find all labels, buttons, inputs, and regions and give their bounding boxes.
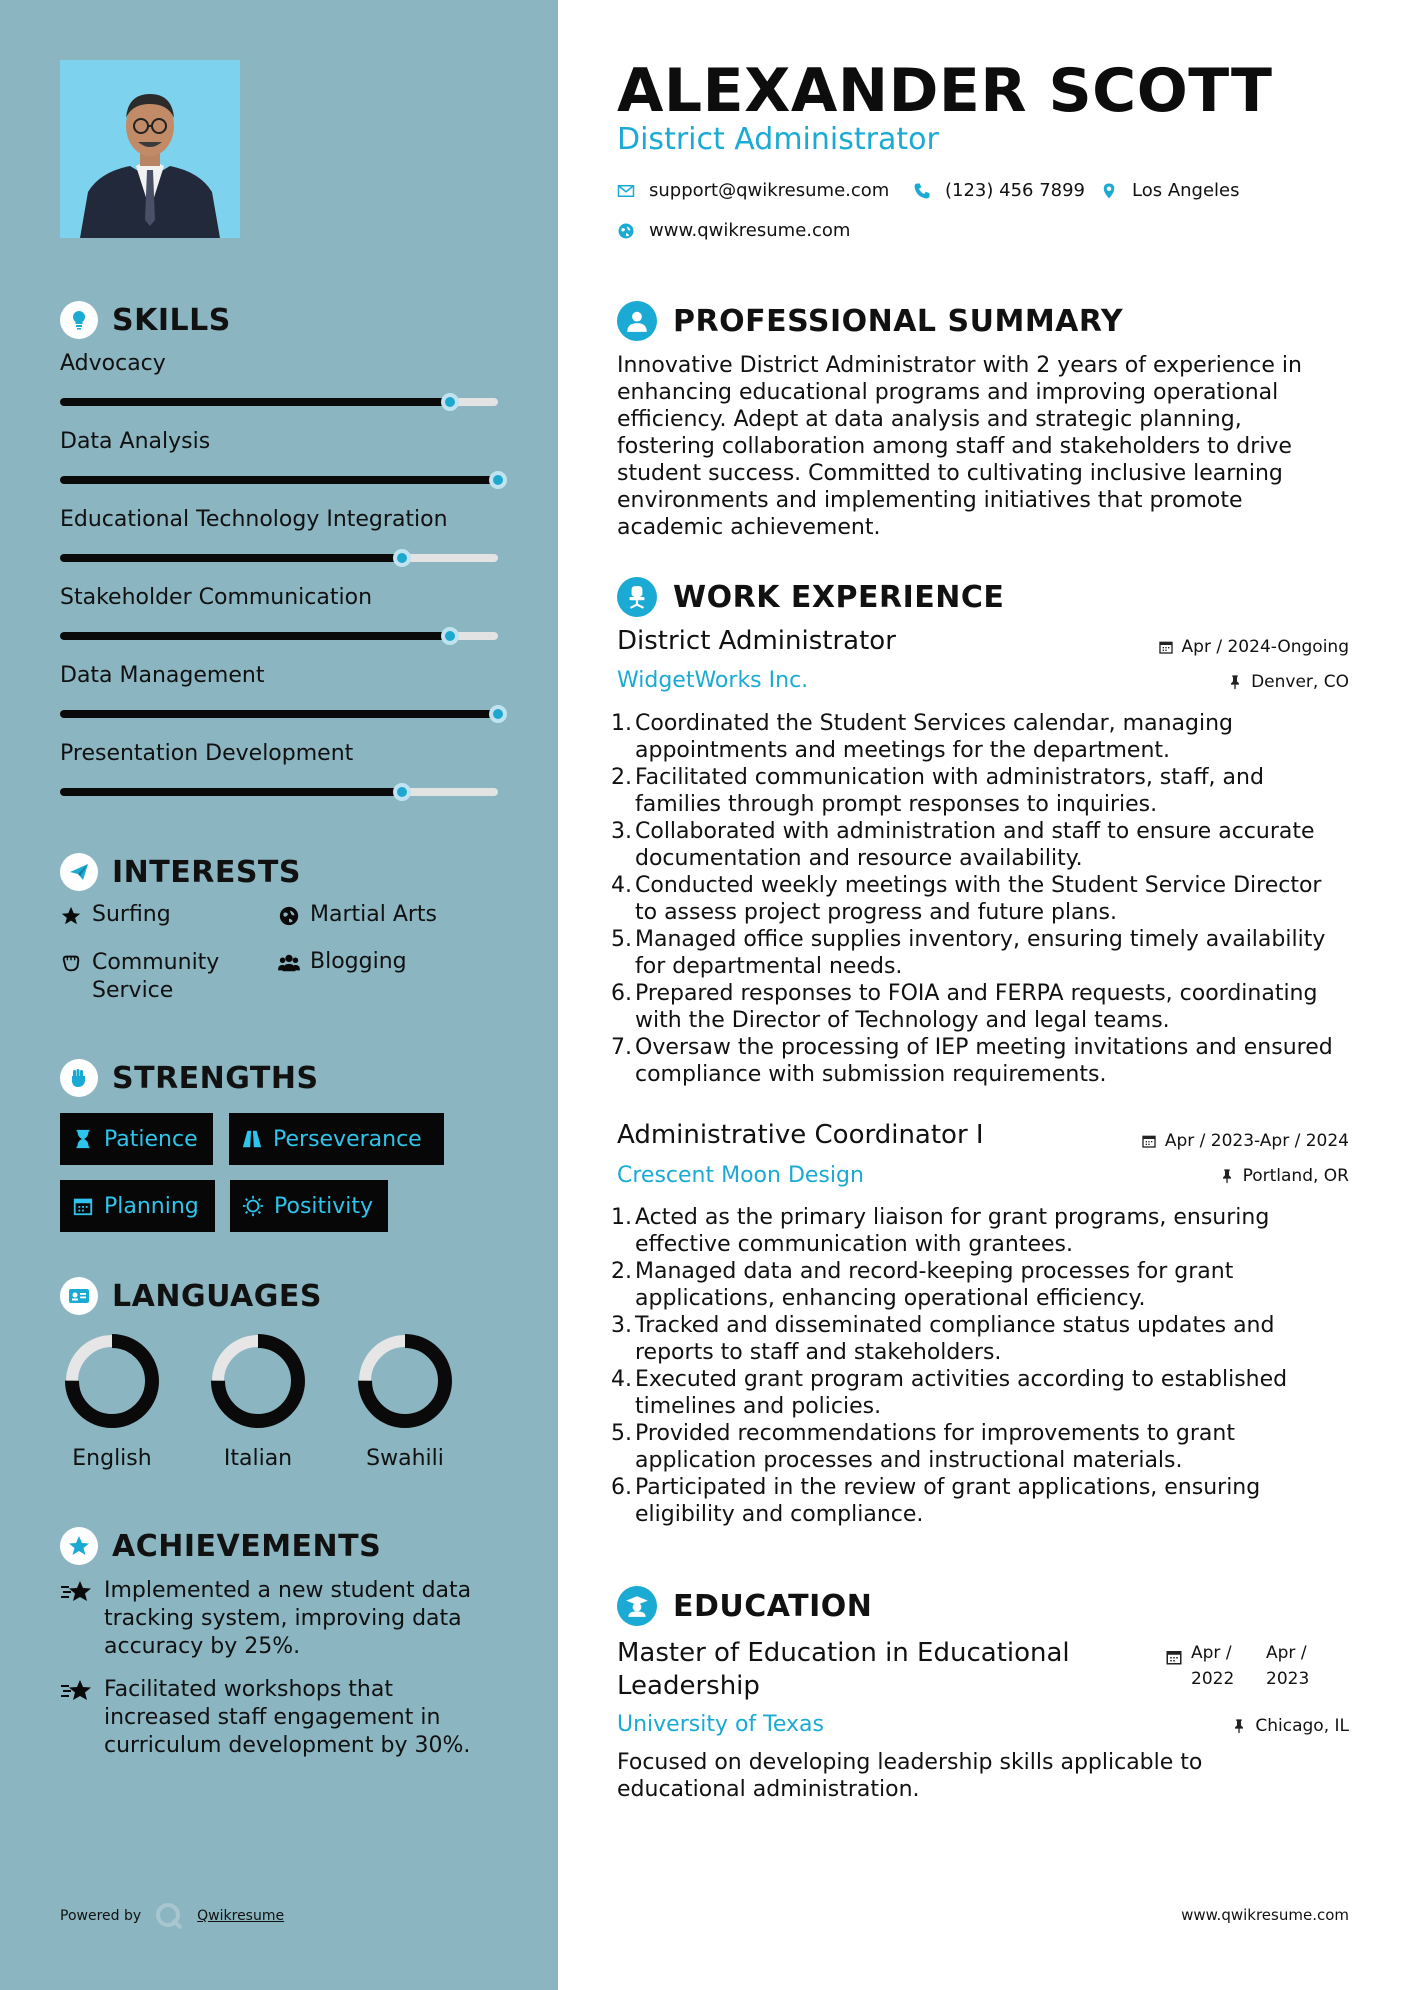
website-text[interactable]: www.qwikresume.com	[649, 220, 851, 241]
bullet-number: 1.	[611, 1205, 632, 1230]
skill-name: Presentation Development	[60, 741, 354, 766]
strength-badge	[230, 1180, 388, 1232]
job-location-text: Portland, OR	[1242, 1166, 1349, 1186]
bullet-text: Managed office supplies inventory, ensuring timely availability for departmental needs.	[635, 927, 1326, 979]
job-location	[1227, 672, 1349, 692]
education-heading	[617, 1586, 872, 1626]
education-end: Apr / 2023	[1266, 1643, 1310, 1689]
skill-bar-knob	[393, 783, 411, 801]
pushpin-icon	[1227, 674, 1243, 690]
envelope-icon	[617, 182, 635, 200]
skills-title: SKILLS	[112, 302, 231, 338]
bullet-number: 4.	[611, 873, 632, 898]
skill-bar-knob	[441, 393, 459, 411]
fist-icon	[60, 1059, 98, 1097]
skill-bar-fill	[60, 476, 498, 484]
powered-by-label: Powered by	[60, 1908, 142, 1924]
location-contact	[1100, 180, 1240, 201]
office-chair-icon	[617, 577, 657, 617]
strengths-title: STRENGTHS	[112, 1060, 319, 1096]
interest-item	[60, 902, 171, 927]
id-card-icon	[60, 1277, 98, 1315]
job-bullet	[611, 1258, 1346, 1312]
job-company: WidgetWorks Inc.	[617, 668, 809, 693]
interests-heading	[60, 853, 301, 891]
summary-title: PROFESSIONAL SUMMARY	[673, 303, 1124, 339]
language-ring-inner	[373, 1349, 437, 1413]
calendar-icon	[1158, 639, 1174, 655]
education-title: EDUCATION	[673, 1588, 873, 1624]
hand-icon	[60, 952, 82, 974]
bullet-number: 2.	[611, 1259, 632, 1284]
job-company: Crescent Moon Design	[617, 1163, 864, 1188]
interest-item	[60, 949, 240, 1005]
skill-bar-fill	[60, 710, 498, 718]
bullet-text: Acted as the primary liaison for grant programs, ensuring effective communication with grantees.	[635, 1205, 1270, 1257]
achievement-item	[60, 1676, 500, 1760]
bullet-text: Executed grant program activities according to established timelines and policies.	[635, 1367, 1288, 1419]
strength-label: Planning	[104, 1193, 199, 1219]
strength-badge	[60, 1113, 213, 1165]
job-bullet	[611, 1420, 1346, 1474]
hourglass-icon	[72, 1128, 94, 1150]
paper-plane-icon	[60, 853, 98, 891]
job-dates	[1158, 637, 1349, 657]
bullet-number: 5.	[611, 927, 632, 952]
skill-bar-knob	[489, 471, 507, 489]
candidate-role: District Administrator	[617, 122, 939, 157]
job-bullet	[611, 1474, 1346, 1528]
email-text[interactable]: support@qwikresume.com	[649, 180, 890, 201]
job-bullet	[611, 1312, 1346, 1366]
skill-name: Stakeholder Communication	[60, 585, 373, 610]
bullet-text: Tracked and disseminated compliance status updates and reports to staff and stakeholders.	[635, 1313, 1275, 1365]
job-bullets	[611, 710, 1346, 1088]
skill-bar-fill	[60, 398, 450, 406]
skills-heading	[60, 301, 231, 339]
qwikresume-link[interactable]: Qwikresume	[197, 1908, 285, 1924]
sun-icon	[242, 1195, 264, 1217]
profile-photo	[60, 60, 240, 238]
bullet-number: 6.	[611, 1475, 632, 1500]
bullet-number: 2.	[611, 765, 632, 790]
interest-label: Martial Arts	[310, 902, 438, 927]
footer-website[interactable]: www.qwikresume.com	[1181, 1906, 1349, 1924]
skill-bar	[60, 554, 498, 562]
website-contact	[617, 220, 850, 241]
qwikresume-logo-icon	[155, 1902, 183, 1930]
languages-title: LANGUAGES	[112, 1278, 322, 1314]
bullet-number: 3.	[611, 819, 632, 844]
interests-title: INTERESTS	[112, 854, 301, 890]
pushpin-icon	[1219, 1168, 1235, 1184]
calendar-icon	[1141, 1133, 1157, 1149]
candidate-name: ALEXANDER SCOTT	[617, 56, 1273, 126]
degree-title: Master of Education in Educational Leadership	[617, 1638, 1070, 1701]
pushpin-icon	[1231, 1718, 1247, 1734]
user-icon	[617, 301, 657, 341]
shooting-star-icon	[60, 1579, 94, 1605]
language-label: Swahili	[366, 1446, 444, 1471]
job-title: District Administrator	[617, 626, 896, 656]
phone-contact	[913, 180, 1085, 201]
education-text: Focused on developing leadership skills applicable to educational administration.	[617, 1750, 1203, 1802]
bullet-text: Coordinated the Student Services calendar, managing appointments and meetings for the department.	[635, 711, 1233, 763]
bullet-number: 5.	[611, 1421, 632, 1446]
bullet-text: Collaborated with administration and staff to ensure accurate documentation and resource availability.	[635, 819, 1315, 871]
email-contact	[617, 180, 889, 201]
interest-item	[278, 949, 407, 974]
skill-name: Educational Technology Integration	[60, 507, 448, 532]
skill-bar-fill	[60, 554, 402, 562]
achievements-title: ACHIEVEMENTS	[112, 1528, 382, 1564]
job-bullet	[611, 872, 1346, 926]
skill-bar	[60, 710, 498, 718]
bullet-text: Facilitated communication with administrators, staff, and families through prompt responses to inquiries.	[635, 765, 1264, 817]
job-dates-text: Apr / 2024-Ongoing	[1181, 637, 1349, 657]
summary-text: Innovative District Administrator with 2 years of experience in enhancing educational programs and improving operational efficiency. Adept at data analysis and strategic planning, fostering collaboration among staff and stakeholders to drive student success. Committed to cultivating inclusive learning environments and implementing initiatives that promote academic achievement.	[617, 353, 1302, 540]
shooting-star-icon	[60, 1678, 94, 1704]
calendar-icon	[72, 1195, 94, 1217]
job-dates	[1141, 1131, 1349, 1151]
strength-label: Positivity	[274, 1193, 374, 1219]
phone-icon	[913, 182, 931, 200]
language-ring-inner	[226, 1349, 290, 1413]
skill-bar-fill	[60, 632, 450, 640]
star-badge-icon	[60, 1527, 98, 1565]
bullet-text: Conducted weekly meetings with the Student Service Director to assess project progress and future plans.	[635, 873, 1322, 925]
job-location-text: Denver, CO	[1251, 672, 1349, 692]
job-bullet	[611, 818, 1346, 872]
interest-label: Blogging	[310, 949, 407, 974]
summary-heading	[617, 301, 1123, 341]
language-ring	[209, 1332, 307, 1430]
job-bullet	[611, 1204, 1346, 1258]
sidebar	[0, 0, 558, 1990]
language-label: Italian	[223, 1446, 293, 1471]
strengths-heading	[60, 1059, 319, 1097]
language-ring	[63, 1332, 161, 1430]
education-start: Apr / 2022	[1191, 1643, 1235, 1689]
skill-bar-knob	[489, 705, 507, 723]
language-label: English	[72, 1446, 152, 1471]
job-bullet	[611, 980, 1346, 1034]
job-bullet	[611, 1366, 1346, 1420]
strength-label: Patience	[104, 1126, 198, 1152]
job-bullet	[611, 764, 1346, 818]
phone-text[interactable]: (123) 456 7899	[945, 180, 1086, 201]
education-location	[1231, 1716, 1349, 1736]
bullet-text: Managed data and record-keeping processes for grant applications, enhancing operational efficiency.	[635, 1259, 1234, 1311]
achievement-text: Implemented a new student data tracking system, improving data accuracy by 25%.	[104, 1578, 472, 1659]
globe-icon	[278, 905, 300, 927]
job-bullets	[611, 1204, 1346, 1528]
skill-name: Data Management	[60, 663, 265, 688]
achievement-text: Facilitated workshops that increased staff engagement in curriculum development by 30%.	[104, 1677, 471, 1758]
skill-bar-knob	[441, 627, 459, 645]
skill-bar	[60, 398, 498, 406]
globe-icon	[617, 222, 635, 240]
powered-by	[60, 1902, 284, 1930]
bullet-text: Prepared responses to FOIA and FERPA requests, coordinating with the Director of Technology and legal teams.	[635, 981, 1318, 1033]
calendar-icon	[1165, 1648, 1185, 1670]
interest-label: Community Service	[92, 950, 220, 1003]
strength-badge	[229, 1113, 444, 1165]
job-bullet	[611, 926, 1346, 980]
achievement-item	[60, 1577, 500, 1661]
lightbulb-icon	[60, 301, 98, 339]
graduate-icon	[617, 1586, 657, 1626]
language-ring-inner	[80, 1349, 144, 1413]
skill-bar	[60, 788, 498, 796]
interest-item	[278, 902, 437, 927]
languages-heading	[60, 1277, 322, 1315]
road-icon	[241, 1128, 263, 1150]
bullet-text: Provided recommendations for improvements to grant application processes and instructional materials.	[635, 1421, 1235, 1473]
bullet-number: 6.	[611, 981, 632, 1006]
skill-bar-knob	[393, 549, 411, 567]
job-dates-text: Apr / 2023-Apr / 2024	[1164, 1131, 1349, 1151]
skill-bar	[60, 476, 498, 484]
skill-bar-fill	[60, 788, 402, 796]
interest-label: Surfing	[92, 902, 171, 927]
bullet-number: 1.	[611, 711, 632, 736]
school-name: University of Texas	[617, 1712, 824, 1737]
bullet-number: 7.	[611, 1035, 632, 1060]
job-location	[1219, 1166, 1349, 1186]
bullet-number: 4.	[611, 1367, 632, 1392]
achievements-heading	[60, 1527, 381, 1565]
bullet-number: 3.	[611, 1313, 632, 1338]
skill-bar	[60, 632, 498, 640]
star-icon	[60, 905, 82, 927]
job-bullet	[611, 1034, 1346, 1088]
language-ring	[356, 1332, 454, 1430]
experience-heading	[617, 577, 1004, 617]
education-location-text: Chicago, IL	[1255, 1716, 1349, 1736]
users-icon	[278, 952, 300, 974]
strength-label: Perseverance	[273, 1126, 422, 1152]
bullet-text: Oversaw the processing of IEP meeting invitations and ensured compliance with submission requirements.	[635, 1035, 1333, 1087]
job-bullet	[611, 710, 1346, 764]
skill-name: Data Analysis	[60, 429, 211, 454]
job-title: Administrative Coordinator I	[617, 1120, 984, 1150]
location-text: Los Angeles	[1132, 180, 1240, 201]
map-pin-icon	[1100, 182, 1118, 200]
experience-title: WORK EXPERIENCE	[673, 579, 1005, 615]
skill-name: Advocacy	[60, 351, 166, 376]
strength-badge	[60, 1180, 215, 1232]
bullet-text: Participated in the review of grant applications, ensuring eligibility and compliance.	[635, 1475, 1261, 1527]
